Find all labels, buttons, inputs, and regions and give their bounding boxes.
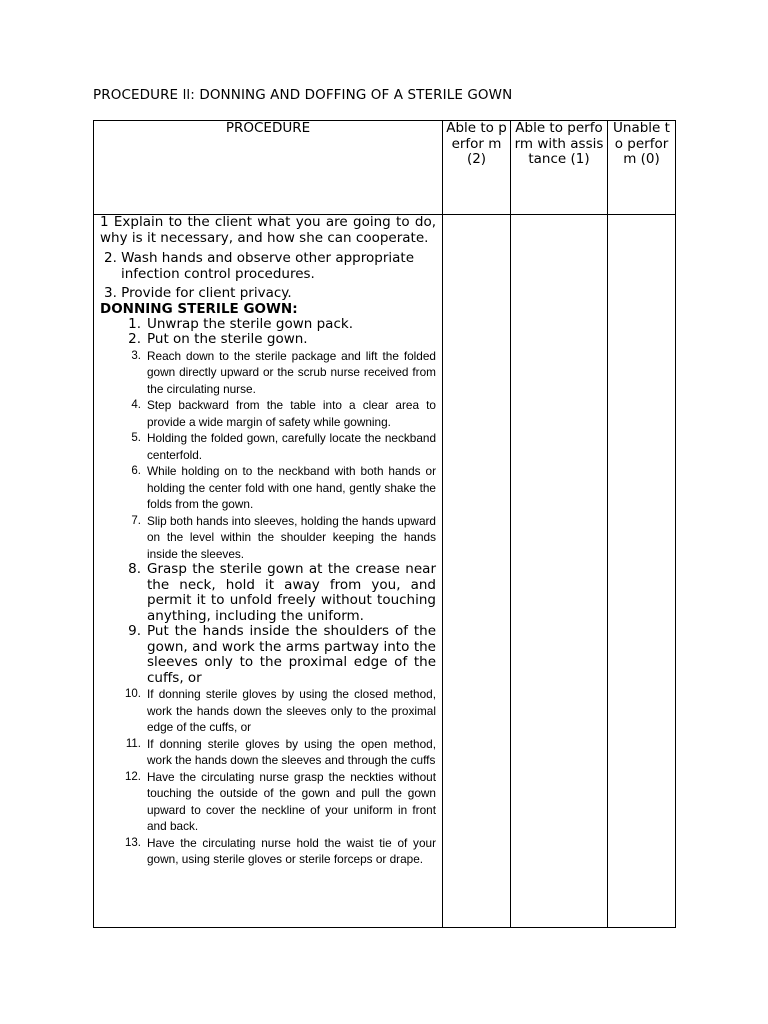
list-item: 4. Step backward from the table into a clear area to provide a wide margin of safety while gowning. — [131, 398, 436, 429]
score-cell-unable — [608, 215, 676, 928]
page-title: PROCEDURE ll: DONNING AND DOFFING OF A STERILE GOWN — [93, 87, 513, 103]
list-item: 3. Reach down to the sterile package and lift the folded gown directly upward or the scrub nurse received from the circulating nurse. — [131, 348, 436, 396]
list-item: 6. While holding on to the neckband with both hands or holding the center fold with one hand, gently shake the folds from the gown. — [131, 464, 436, 512]
score-cell-assisted — [511, 215, 608, 928]
list-item: 11. If donning sterile gloves by using the open method, work the hands down the sleeves and through the cuffs — [125, 736, 436, 768]
procedure-checklist-table — [93, 120, 676, 928]
header-procedure: PROCEDURE — [94, 121, 443, 215]
list-item: 10. If donning sterile gloves by using the closed method, work the hands down the sleeves only to the proximal edge of the cuffs, or — [125, 687, 436, 735]
section-heading: DONNING STERILE GOWN: — [100, 300, 298, 317]
table-header-row — [94, 121, 676, 215]
table-body-row — [94, 215, 676, 928]
list-item: 7. Slip both hands into sleeves, holding the hands upward on the level within the shoulder keeping the hands inside the sleeves. — [131, 513, 436, 561]
list-item: 1. Unwrap the sterile gown pack. — [128, 315, 353, 332]
list-item: 5. Holding the folded gown, carefully locate the neckband centerfold. — [131, 431, 436, 462]
donning-steps-list — [100, 317, 436, 868]
list-item: 9. Put the hands inside the shoulders of the gown, and work the arms partway into the sleeves only to the proximal edge of the cuffs, or — [128, 623, 436, 686]
procedure-steps-cell — [94, 215, 443, 928]
list-item: 12. Have the circulating nurse grasp the neckties without touching the outside of the gown and pull the gown upward to cover the neckline of your uniform in front and back. — [125, 769, 436, 834]
header-able-to-perform: Able to perfor m (2) — [443, 121, 511, 215]
intro-step: 1 Explain to the client what you are going to do, why is it necessary, and how she can cooperate. — [100, 214, 436, 246]
step-wash-hands: 2. Wash hands and observe other appropriate infection control procedures. — [104, 249, 415, 283]
step-privacy: 3. Provide for client privacy. — [104, 284, 292, 301]
header-able-with-assistance: Able to perform with assistance (1) — [511, 121, 608, 215]
list-item: 13. Have the circulating nurse hold the waist tie of your gown, using sterile gloves or sterile forceps or drape. — [125, 835, 436, 867]
list-item: 8. Grasp the sterile gown at the crease near the neck, hold it away from you, and permit it to unfold freely without touching anything, including the uniform. — [128, 561, 436, 624]
header-unable-to-perform: Unable to perfor m (0) — [608, 121, 676, 215]
list-item: 2. Put on the sterile gown. — [128, 331, 308, 348]
score-cell-able — [443, 215, 511, 928]
